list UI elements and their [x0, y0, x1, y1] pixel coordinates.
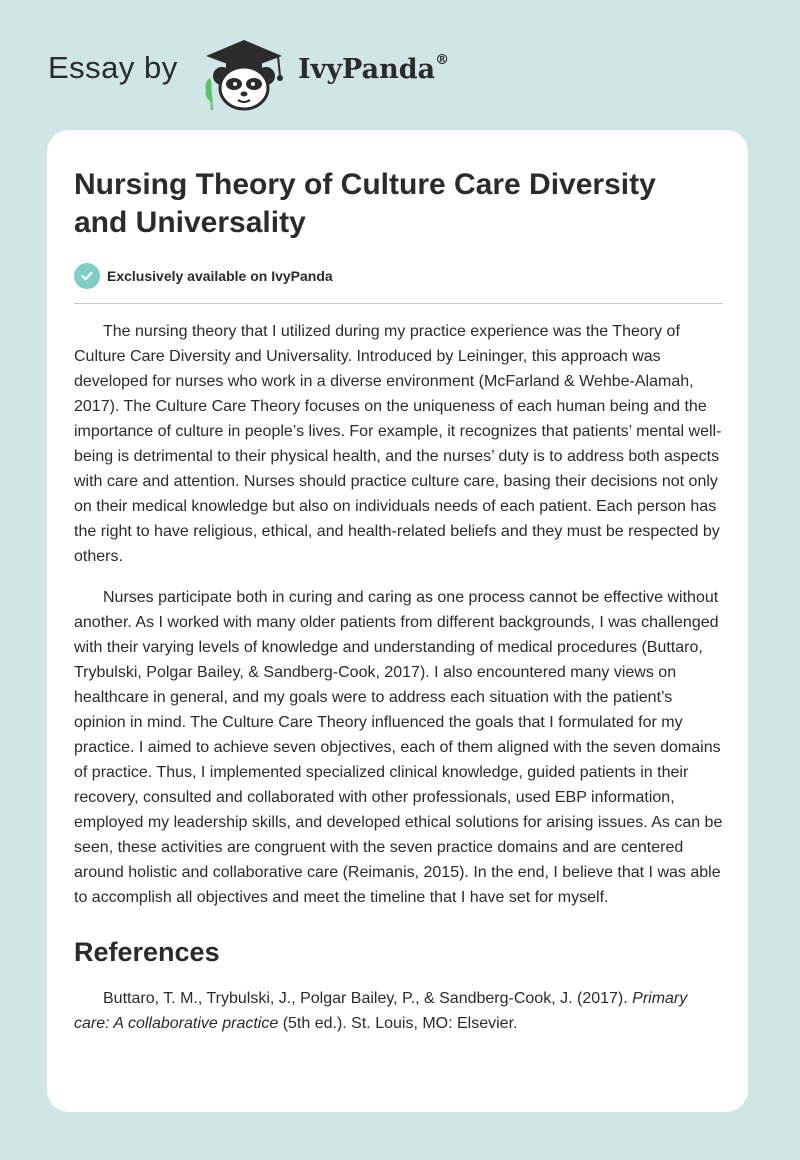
registered-mark: ® — [435, 52, 450, 68]
title-line-1: Nursing Theory of Culture Care Diversity — [74, 168, 656, 201]
panda-graduate-icon[interactable] — [198, 36, 290, 112]
reference-publisher: (5th ed.). St. Louis, MO: Elsevier. — [282, 1015, 518, 1032]
reference-entry — [74, 986, 724, 1036]
essay-body — [74, 319, 724, 1036]
title-line-2: and Universality — [74, 206, 306, 239]
brand-logo-text[interactable] — [298, 54, 449, 85]
exclusive-label: Exclusively available on IvyPanda — [107, 268, 333, 284]
body-paragraph: Nurses participate both in curing and caring as one process cannot be effective without another. As I worked with many older patients from different backgrounds, I was challenged with their varying levels of knowledge and understanding of medical procedures (Buttaro, Trybulski, Polgar Bailey, & Sandberg-Cook, 2017). I also encountered many views on healthcare in general, and my goals were to address each situation with the patient’s opinion in mind. The Culture Care Theory influenced the goals that I formulated for my practice. I aimed to achieve seven objectives, each of them aligned with the seven domains of practice. Thus, I implemented specialized clinical knowledge, guided patients in their recovery, consulted and collaborated with other professionals, used EBP information, employed my leadership skills, and developed ethical solutions for arising issues. As can be seen, these activities are congruent with the seven practice domains and are centered around holistic and collaborative care (Reimanis, 2015). In the end, I believe that I was able to accomplish all objectives and meet the timeline that I have set for myself. — [74, 589, 723, 906]
reference-authors: Buttaro, T. M., Trybulski, J., Polgar Bailey, P., & Sandberg-Cook, J. (2017). — [103, 990, 628, 1007]
essay-card — [47, 130, 748, 1112]
site-header — [0, 0, 800, 120]
body-paragraph: The nursing theory that I utilized during my practice experience was the Theory of Culture Care Diversity and Universality. Introduced by Leininger, this approach was developed for nurses who work in a diverse environment (McFarland & Wehbe-Alamah, 2017). The Culture Care Theory focuses on the uniqueness of each human being and the importance of culture in people’s lives. For example, it recognizes that patients’ mental well-being is detrimental to their physical health, and the nurses’ duty is to address both aspects with care and attention. Nurses should practice culture care, basing their decisions not only on their medical knowledge but also on individuals needs of each patient. Each person has the right to have religious, ethical, and health-related beliefs and they must be respected by others. — [74, 323, 722, 565]
references-heading: References — [74, 937, 220, 967]
page-title — [74, 166, 734, 242]
check-icon — [74, 263, 100, 289]
brand-name: IvyPanda — [298, 54, 436, 85]
essay-by-label: Essay by — [48, 50, 178, 85]
reference-title: Primary care: A collaborative practice — [74, 990, 688, 1032]
divider — [74, 303, 723, 304]
exclusive-badge — [74, 263, 333, 289]
